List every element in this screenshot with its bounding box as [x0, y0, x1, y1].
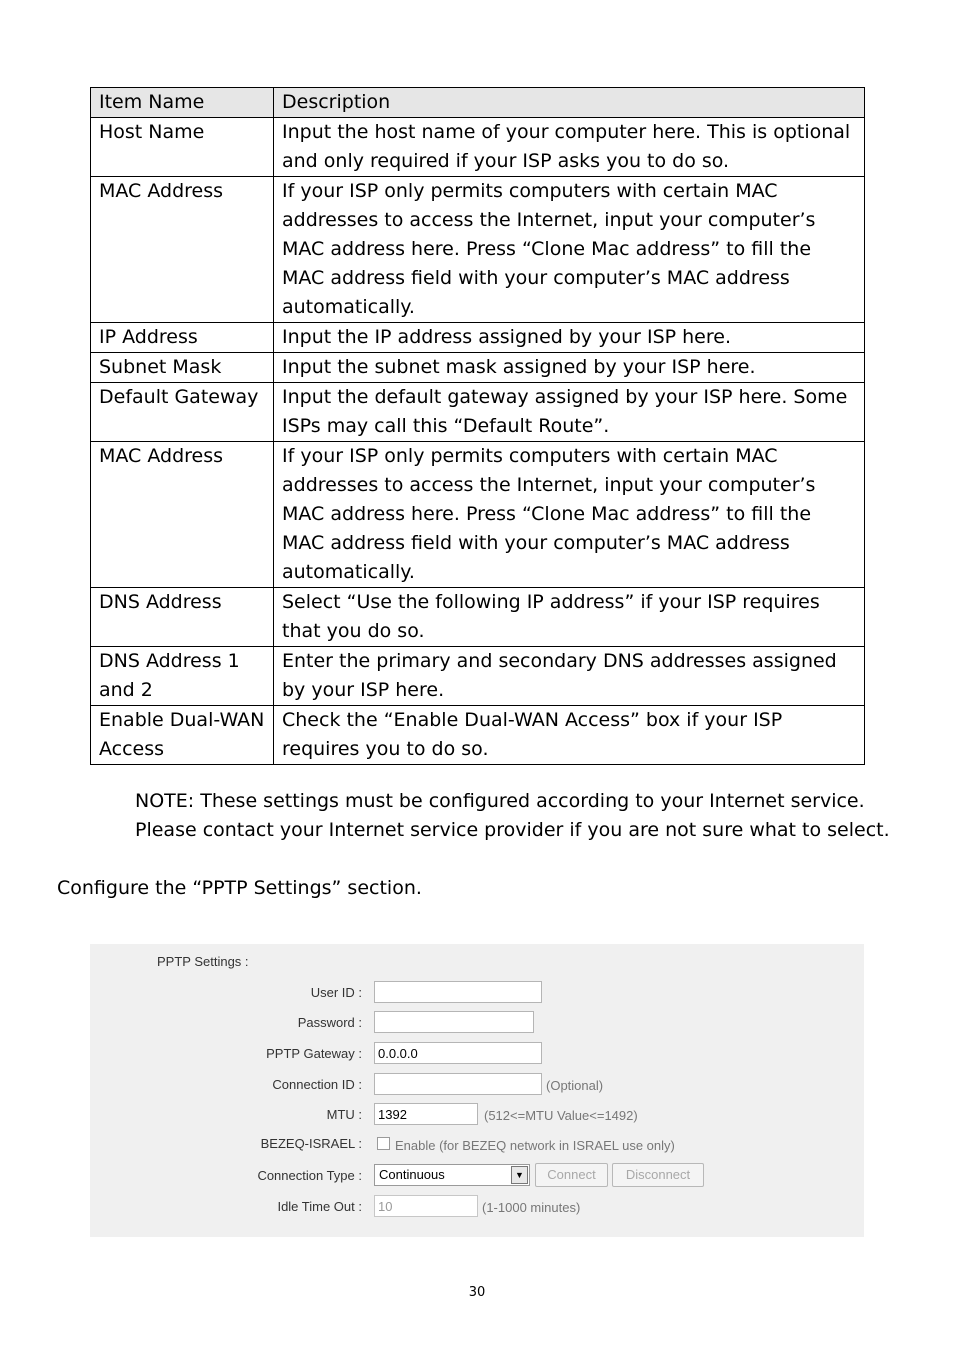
instruction-paragraph: Configure the “PPTP Settings” section. [57, 877, 422, 899]
user-id-input[interactable] [374, 981, 542, 1003]
description-cell: Check the “Enable Dual-WAN Access” box if your ISP requires you to do so. [274, 706, 865, 765]
bezeq-israel-label: BEZEQ-ISRAEL : [260, 1136, 362, 1151]
connection-id-input[interactable] [374, 1073, 542, 1095]
password-row [90, 1011, 864, 1035]
mtu-hint: (512<=MTU Value<=1492) [484, 1108, 638, 1123]
panel-title: PPTP Settings : [157, 954, 249, 969]
connection-type-select[interactable] [374, 1164, 530, 1186]
note-paragraph: NOTE: These settings must be configured according to your Internet service. Please contact your Internet service provider if you are not sure what to select. [135, 790, 890, 841]
table-row [91, 323, 865, 353]
table-row [91, 647, 865, 706]
pptp-gateway-input[interactable] [374, 1042, 542, 1064]
table-header-row [91, 88, 865, 118]
table-row [91, 706, 865, 765]
page-number: 30 [468, 1285, 486, 1300]
idle-time-out-row [90, 1195, 864, 1219]
mtu-input[interactable] [374, 1103, 478, 1125]
table-row [91, 442, 865, 588]
header-description: Description [274, 88, 865, 118]
user-id-row [90, 981, 864, 1005]
idle-time-out-hint: (1-1000 minutes) [482, 1200, 581, 1215]
password-label: Password : [297, 1015, 362, 1030]
item-name-cell: Host Name [91, 118, 274, 177]
item-name-cell: MAC Address [91, 177, 274, 323]
bezeq-enable-text: Enable (for BEZEQ network in ISRAEL use only) [395, 1138, 675, 1153]
connection-type-label: Connection Type : [257, 1168, 362, 1183]
table-row [91, 118, 865, 177]
disconnect-button[interactable]: Disconnect [612, 1163, 704, 1187]
item-description-table [90, 87, 865, 765]
description-cell: If your ISP only permits computers with certain MAC addresses to access the Internet, input your computer’s MAC address here. Press “Clone Mac address” to fill the MAC address field with your computer’s MAC address automatically. [274, 177, 865, 323]
table-row [91, 588, 865, 647]
connect-button[interactable]: Connect [535, 1163, 608, 1187]
table-row [91, 177, 865, 323]
description-cell: Enter the primary and secondary DNS addresses assigned by your ISP here. [274, 647, 865, 706]
bezeq-enable-checkbox[interactable] [377, 1137, 390, 1150]
connection-type-value: Continuous [379, 1167, 445, 1182]
pptp-settings-panel [90, 944, 864, 1237]
bezeq-israel-row [90, 1134, 864, 1158]
connection-id-hint: (Optional) [546, 1078, 604, 1093]
description-cell: Input the IP address assigned by your ISP here. [274, 323, 865, 353]
connection-id-label: Connection ID : [272, 1077, 362, 1092]
connection-id-row [90, 1073, 864, 1097]
item-name-cell: Default Gateway [91, 383, 274, 442]
description-cell: Input the subnet mask assigned by your ISP here. [274, 353, 865, 383]
pptp-gateway-row [90, 1042, 864, 1066]
item-name-cell: Subnet Mask [91, 353, 274, 383]
chevron-down-icon[interactable]: ▼ [511, 1166, 528, 1184]
description-cell: Input the host name of your computer here. This is optional and only required if your ISP asks you to do so. [274, 118, 865, 177]
table-row [91, 383, 865, 442]
description-cell: Select “Use the following IP address” if your ISP requires that you do so. [274, 588, 865, 647]
item-name-cell: DNS Address 1 and 2 [91, 647, 274, 706]
item-name-cell: Enable Dual-WAN Access [91, 706, 274, 765]
item-name-cell: DNS Address [91, 588, 274, 647]
header-item-name: Item Name [91, 88, 274, 118]
pptp-gateway-label: PPTP Gateway : [266, 1046, 362, 1061]
idle-time-out-input[interactable] [374, 1195, 478, 1217]
description-cell: Input the default gateway assigned by your ISP here. Some ISPs may call this “Default Route”. [274, 383, 865, 442]
item-name-cell: MAC Address [91, 442, 274, 588]
user-id-label: User ID : [310, 985, 362, 1000]
mtu-label: MTU : [326, 1107, 362, 1122]
password-input[interactable] [374, 1011, 534, 1033]
description-cell: If your ISP only permits computers with certain MAC addresses to access the Internet, input your computer’s MAC address here. Press “Clone Mac address” to fill the MAC address field with your computer’s MAC address automatically. [274, 442, 865, 588]
connection-type-row [90, 1164, 864, 1188]
item-name-cell: IP Address [91, 323, 274, 353]
table-row [91, 353, 865, 383]
idle-time-out-label: Idle Time Out : [277, 1199, 362, 1214]
mtu-row [90, 1103, 864, 1127]
